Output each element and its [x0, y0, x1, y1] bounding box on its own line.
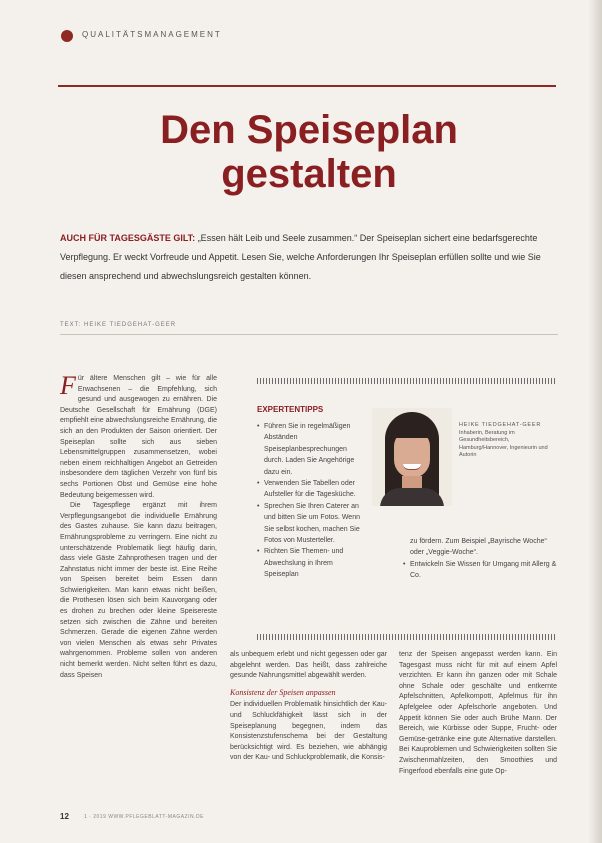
tip-item: • Verwenden Sie Tabellen oder Aufsteller für die Tagesküche.: [257, 478, 367, 501]
tips-list: [257, 421, 367, 581]
author-role: Inhaberin, Beratung im Gesundheitsbereich, Hamburg/Hannover, Ingenieurin und Autorin: [459, 429, 548, 458]
tip-item: • Richten Sie Themen- und Abwechslung in Ihrem Speiseplan: [257, 546, 367, 580]
lead-kicker: AUCH FÜR TAGESGÄSTE GILT:: [60, 233, 196, 243]
tip-item: • Führen Sie in regelmäßigen Abständen Speiseplanbesprechungen durch. Laden Sie Angehörige dazu ein.: [257, 421, 367, 478]
expert-tips-box: [257, 398, 557, 636]
author-photo: [372, 408, 452, 506]
page-edge-shadow: [588, 0, 602, 843]
byline-rule: [60, 334, 558, 335]
lead-paragraph: [60, 229, 560, 286]
article-column-3: [399, 650, 557, 777]
column2-paragraph-2: Der individuellen Problematik hinsichtlich der Kau- und Schluckfähigkeit lässt sich in der Speiseplanung begegnen, indem das Konsistenzstufenschema bei der Gestaltung berücksichtigt wird. Es beziehen, wie abhängig von der Kau- und Schluckproblematik, die Konsis-: [230, 701, 387, 762]
column1-paragraph-2: Die Tagespflege ergänzt mit ihrem Verpflegungsangebot die individuelle Ernährung des Gastes zuhause. Sie kann dazu beitragen, Ernährungsprobleme zu verringern. Eine nicht zu unterschätzende Problematik liegt häufig darin, dass viele Gäste Zahnprothesen tragen und der Zahnstatus nicht immer der beste ist. Eine Reihe von Speisen bereitet beim Essen dann Schwierigkeiten. Man kann etwas nicht beißen, die Prothesen lösen sich beim Kauvorgang oder es drohen zu brechen oder kleine Speisereste setzen sich zwischen die Zähne und bereiten Schmerzen. Gerade die eigenen Zähne werden von vielen Menschen als etwas sehr Privates wahrgenommen. Probleme sollen von anderen nicht bemerkt werden. Nicht selten führt es dazu, dass Speisen: [60, 502, 217, 679]
tips-bottom-dotted-rule: [257, 634, 557, 640]
byline: TEXT: HEIKE TIEDGEHAT-GEER: [60, 322, 177, 328]
column2-subheading: Konsistenz der Speisen anpassen: [230, 687, 336, 697]
footer-meta: 1 · 2019 WWW.PFLEGEBLATT-MAGAZIN.DE: [84, 814, 204, 820]
tip-item: • Sprechen Sie Ihren Caterer an und bitten Sie um Fotos. Wenn Sie selbst kochen, machen Sie Fotos von Musterteller.: [257, 501, 367, 547]
tips-heading: EXPERTENTIPPS: [257, 405, 324, 414]
lead-text: „Essen hält Leib und Seele zusammen.“ Der Speiseplan sichert eine bedarfsgerechte Verpflegung. Er weckt Vorfreude und Appetit. Lesen Sie, welche Anforderungen Ihr Speiseplan erfüllen sollte und wie Sie diesen ansprechend und abwechslungsreich gestalten können.: [60, 233, 541, 281]
drop-cap: F: [60, 371, 76, 400]
column3-paragraph-1: tenz der Speisen angepasst werden kann. Ein Tagesgast muss nicht für mit auf einem Apfel verzichten. Er kann ihn ganzen oder mit Schale ohne Schale oder geschälte und entkernte Apfelschnitten, Apfelkompott, Apfelmus für ihn Apfelgelee oder Apfelschorle angeboten. Und Appetit können Sie oder auch Brühe Mann. Der Bereich, wie Kürbisse oder Suppe, Frucht- oder Gemüse-getränke eine gute Alternative darstellen. Bei Kauproblemen und Schwierigkeiten sollten Sie Zwischenmahlzeiten, den Smoothies und Fingerfood ebenfalls eine gute Op-: [399, 651, 557, 775]
author-caption: [459, 422, 555, 460]
section-bullet-icon: [61, 30, 73, 42]
page-number: 12: [60, 812, 69, 821]
title-line-1: Den Speiseplan: [160, 108, 458, 152]
article-column-1: [60, 371, 217, 681]
title-line-2: gestalten: [221, 152, 397, 196]
article-column-2: [230, 650, 387, 764]
column1-paragraph-1: ür ältere Menschen gilt – wie für alle Erwachsenen – die Empfehlung, sich gesund und ausgewogen zu ernähren. Die Deutsche Gesellschaft für Ernährung (DGE) empfiehlt eine abwechslungsreiche Ernährung, die sich an den Produkten der Saison orientiert. Der Speiseplan sollte sich aus sieben Lebensmittelgruppen zusammensetzen, wobei neben einem reichhaltigen Angebot an Getreiden insbesondere dem täglichen Verzehr von fünf bis sechs Portionen Obst und Gemüse eine hohe Bedeutung beigemessen wird.: [60, 375, 217, 499]
tips-list-continued: [403, 536, 557, 582]
tips-top-dotted-rule: [257, 378, 557, 384]
tip-item: zu fördern. Zum Beispiel „Bayrische Woche“ oder „Veggie-Woche“.: [410, 538, 547, 557]
page-title: [60, 108, 558, 196]
author-name: HEIKE TIEDGEHAT-GEER: [459, 422, 542, 428]
column2-paragraph-1: als unbequem erlebt und nicht gegessen oder gar abgelehnt werden. Das heißt, dass zahlreiche gesunde Nahrungsmittel abgewählt werden.: [230, 651, 387, 680]
tip-item: • Entwickeln Sie Wissen für Umgang mit Allerg & Co.: [403, 559, 557, 582]
section-label: QUALITÄTSMANAGEMENT: [82, 30, 222, 39]
header-rule: [58, 85, 556, 87]
